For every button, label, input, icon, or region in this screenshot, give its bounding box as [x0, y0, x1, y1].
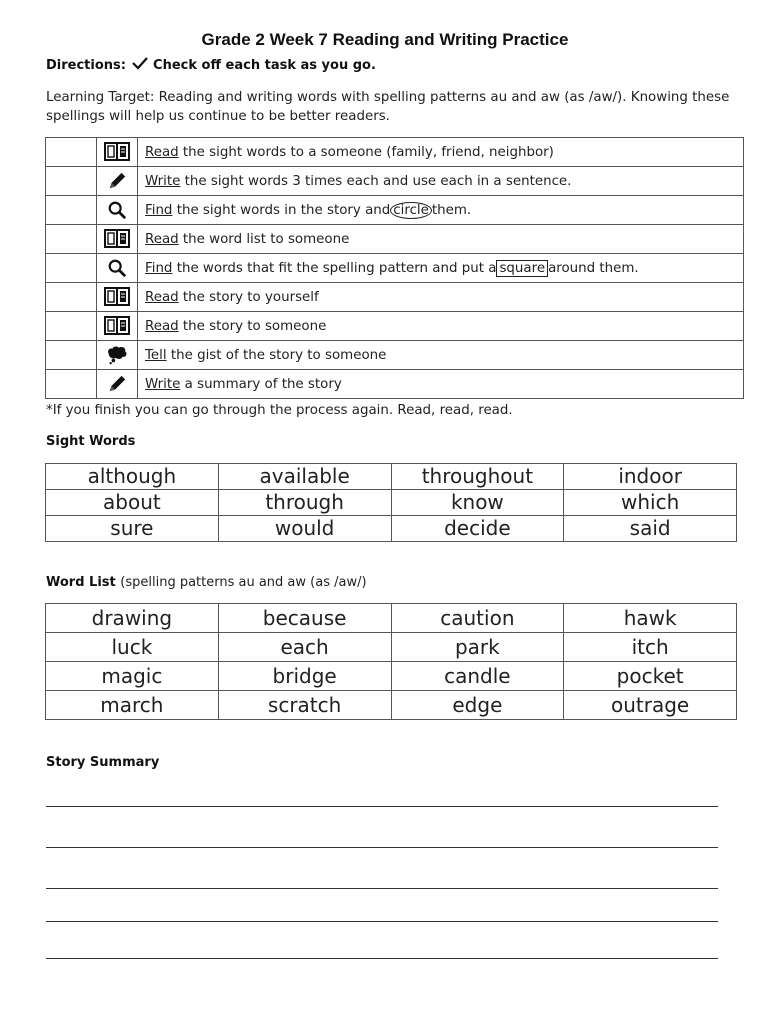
- task-icon-cell: [97, 312, 138, 341]
- word-cell: indoor: [564, 464, 737, 490]
- word-list-subheading: (spelling patterns au and aw (as /aw/): [120, 575, 367, 590]
- writing-line[interactable]: [46, 888, 718, 889]
- task-checkbox-cell[interactable]: [46, 283, 97, 312]
- task-text: [138, 167, 744, 196]
- task-icon-cell: [97, 341, 138, 370]
- task-description: a summary of the story: [184, 376, 342, 392]
- task-text-before: the words that fit the spelling pattern and put a: [176, 260, 497, 276]
- task-text: [138, 138, 744, 167]
- task-verb: Read: [145, 318, 179, 334]
- pencil-icon: [107, 374, 127, 394]
- page-title: Grade 2 Week 7 Reading and Writing Practice: [201, 30, 569, 49]
- task-row: [46, 312, 744, 341]
- task-verb: Read: [145, 289, 179, 305]
- word-cell: pocket: [564, 662, 737, 691]
- task-row: [46, 167, 744, 196]
- book-icon: [104, 142, 130, 162]
- task-icon-cell: [97, 138, 138, 167]
- word-cell: because: [218, 604, 391, 633]
- word-list-title: Word List: [46, 575, 116, 590]
- directions: [46, 56, 376, 73]
- magnifier-icon: [107, 200, 127, 220]
- book-icon: [104, 229, 130, 249]
- learning-target: Learning Target: Reading and writing words with spelling patterns au and aw (as /aw/). Knowing these spellings will help us continue to be better readers.: [46, 90, 730, 124]
- task-verb: Read: [145, 231, 179, 247]
- word-cell: scratch: [218, 691, 391, 720]
- task-checkbox-cell[interactable]: [46, 225, 97, 254]
- word-row: [46, 490, 737, 516]
- task-row: [46, 283, 744, 312]
- task-text: [138, 196, 744, 225]
- task-text-after: around them.: [548, 260, 639, 276]
- finish-note: *If you finish you can go through the process again. Read, read, read.: [46, 403, 513, 418]
- task-verb: Write: [145, 173, 181, 189]
- word-cell: bridge: [218, 662, 391, 691]
- word-cell: magic: [46, 662, 219, 691]
- task-verb: Write: [145, 376, 181, 392]
- task-icon-cell: [97, 196, 138, 225]
- task-description: the story to someone: [182, 318, 327, 334]
- checkmark-icon: [131, 56, 149, 70]
- word-list-heading: [46, 575, 367, 590]
- task-description: the sight words to a someone (family, friend, neighbor): [182, 144, 554, 160]
- task-checkbox-cell[interactable]: [46, 254, 97, 283]
- task-description: the story to yourself: [182, 289, 319, 305]
- task-row: [46, 254, 744, 283]
- word-cell: although: [46, 464, 219, 490]
- directions-label: Directions:: [46, 58, 126, 73]
- speech-bubble-icon: [106, 345, 128, 365]
- word-cell: march: [46, 691, 219, 720]
- task-row: [46, 196, 744, 225]
- task-verb: Tell: [145, 347, 167, 363]
- task-description: the sight words 3 times each and use each in a sentence.: [184, 173, 572, 189]
- sight-words-heading: Sight Words: [46, 434, 136, 449]
- word-cell: luck: [46, 633, 219, 662]
- task-text: [138, 370, 744, 399]
- task-icon-cell: [97, 370, 138, 399]
- word-row: [46, 604, 737, 633]
- task-icon-cell: [97, 254, 138, 283]
- task-text: [138, 283, 744, 312]
- task-checkbox-cell[interactable]: [46, 167, 97, 196]
- writing-line[interactable]: [46, 958, 718, 959]
- word-cell: candle: [391, 662, 564, 691]
- word-cell: throughout: [391, 464, 564, 490]
- task-icon-cell: [97, 167, 138, 196]
- task-row: [46, 225, 744, 254]
- word-cell: decide: [391, 516, 564, 542]
- task-text: [138, 312, 744, 341]
- word-cell: sure: [46, 516, 219, 542]
- word-cell: which: [564, 490, 737, 516]
- word-cell: about: [46, 490, 219, 516]
- word-cell: park: [391, 633, 564, 662]
- pencil-icon: [107, 171, 127, 191]
- word-cell: available: [218, 464, 391, 490]
- task-description: the word list to someone: [182, 231, 350, 247]
- task-checklist: [45, 137, 744, 399]
- magnifier-icon: [107, 258, 127, 278]
- task-verb: Read: [145, 144, 179, 160]
- word-cell: itch: [564, 633, 737, 662]
- word-cell: caution: [391, 604, 564, 633]
- task-checkbox-cell[interactable]: [46, 312, 97, 341]
- task-row: [46, 341, 744, 370]
- task-checkbox-cell[interactable]: [46, 341, 97, 370]
- book-icon: [104, 287, 130, 307]
- word-row: [46, 633, 737, 662]
- task-description: the gist of the story to someone: [170, 347, 387, 363]
- writing-line[interactable]: [46, 921, 718, 922]
- task-checkbox-cell[interactable]: [46, 370, 97, 399]
- writing-line[interactable]: [46, 806, 718, 807]
- task-verb: Find: [145, 202, 173, 218]
- task-icon-cell: [97, 283, 138, 312]
- task-text-after: them.: [431, 202, 472, 218]
- word-cell: through: [218, 490, 391, 516]
- task-row: [46, 138, 744, 167]
- sight-words-table: [45, 463, 737, 542]
- word-list-table: [45, 603, 737, 720]
- task-checkbox-cell[interactable]: [46, 138, 97, 167]
- writing-line[interactable]: [46, 847, 718, 848]
- circled-word: circle: [390, 202, 432, 219]
- task-icon-cell: [97, 225, 138, 254]
- word-cell: would: [218, 516, 391, 542]
- boxed-word: square: [496, 260, 548, 277]
- task-verb: Find: [145, 260, 173, 276]
- word-cell: edge: [391, 691, 564, 720]
- word-row: [46, 516, 737, 542]
- word-row: [46, 464, 737, 490]
- task-text: [138, 254, 744, 283]
- task-checkbox-cell[interactable]: [46, 196, 97, 225]
- task-text: [138, 225, 744, 254]
- word-row: [46, 662, 737, 691]
- word-cell: said: [564, 516, 737, 542]
- word-cell: each: [218, 633, 391, 662]
- task-text-before: the sight words in the story and: [176, 202, 391, 218]
- word-cell: outrage: [564, 691, 737, 720]
- directions-text: Check off each task as you go.: [153, 58, 376, 73]
- story-summary-heading: Story Summary: [46, 755, 160, 770]
- word-cell: know: [391, 490, 564, 516]
- task-row: [46, 370, 744, 399]
- word-cell: drawing: [46, 604, 219, 633]
- word-cell: hawk: [564, 604, 737, 633]
- task-text: [138, 341, 744, 370]
- book-icon: [104, 316, 130, 336]
- word-row: [46, 691, 737, 720]
